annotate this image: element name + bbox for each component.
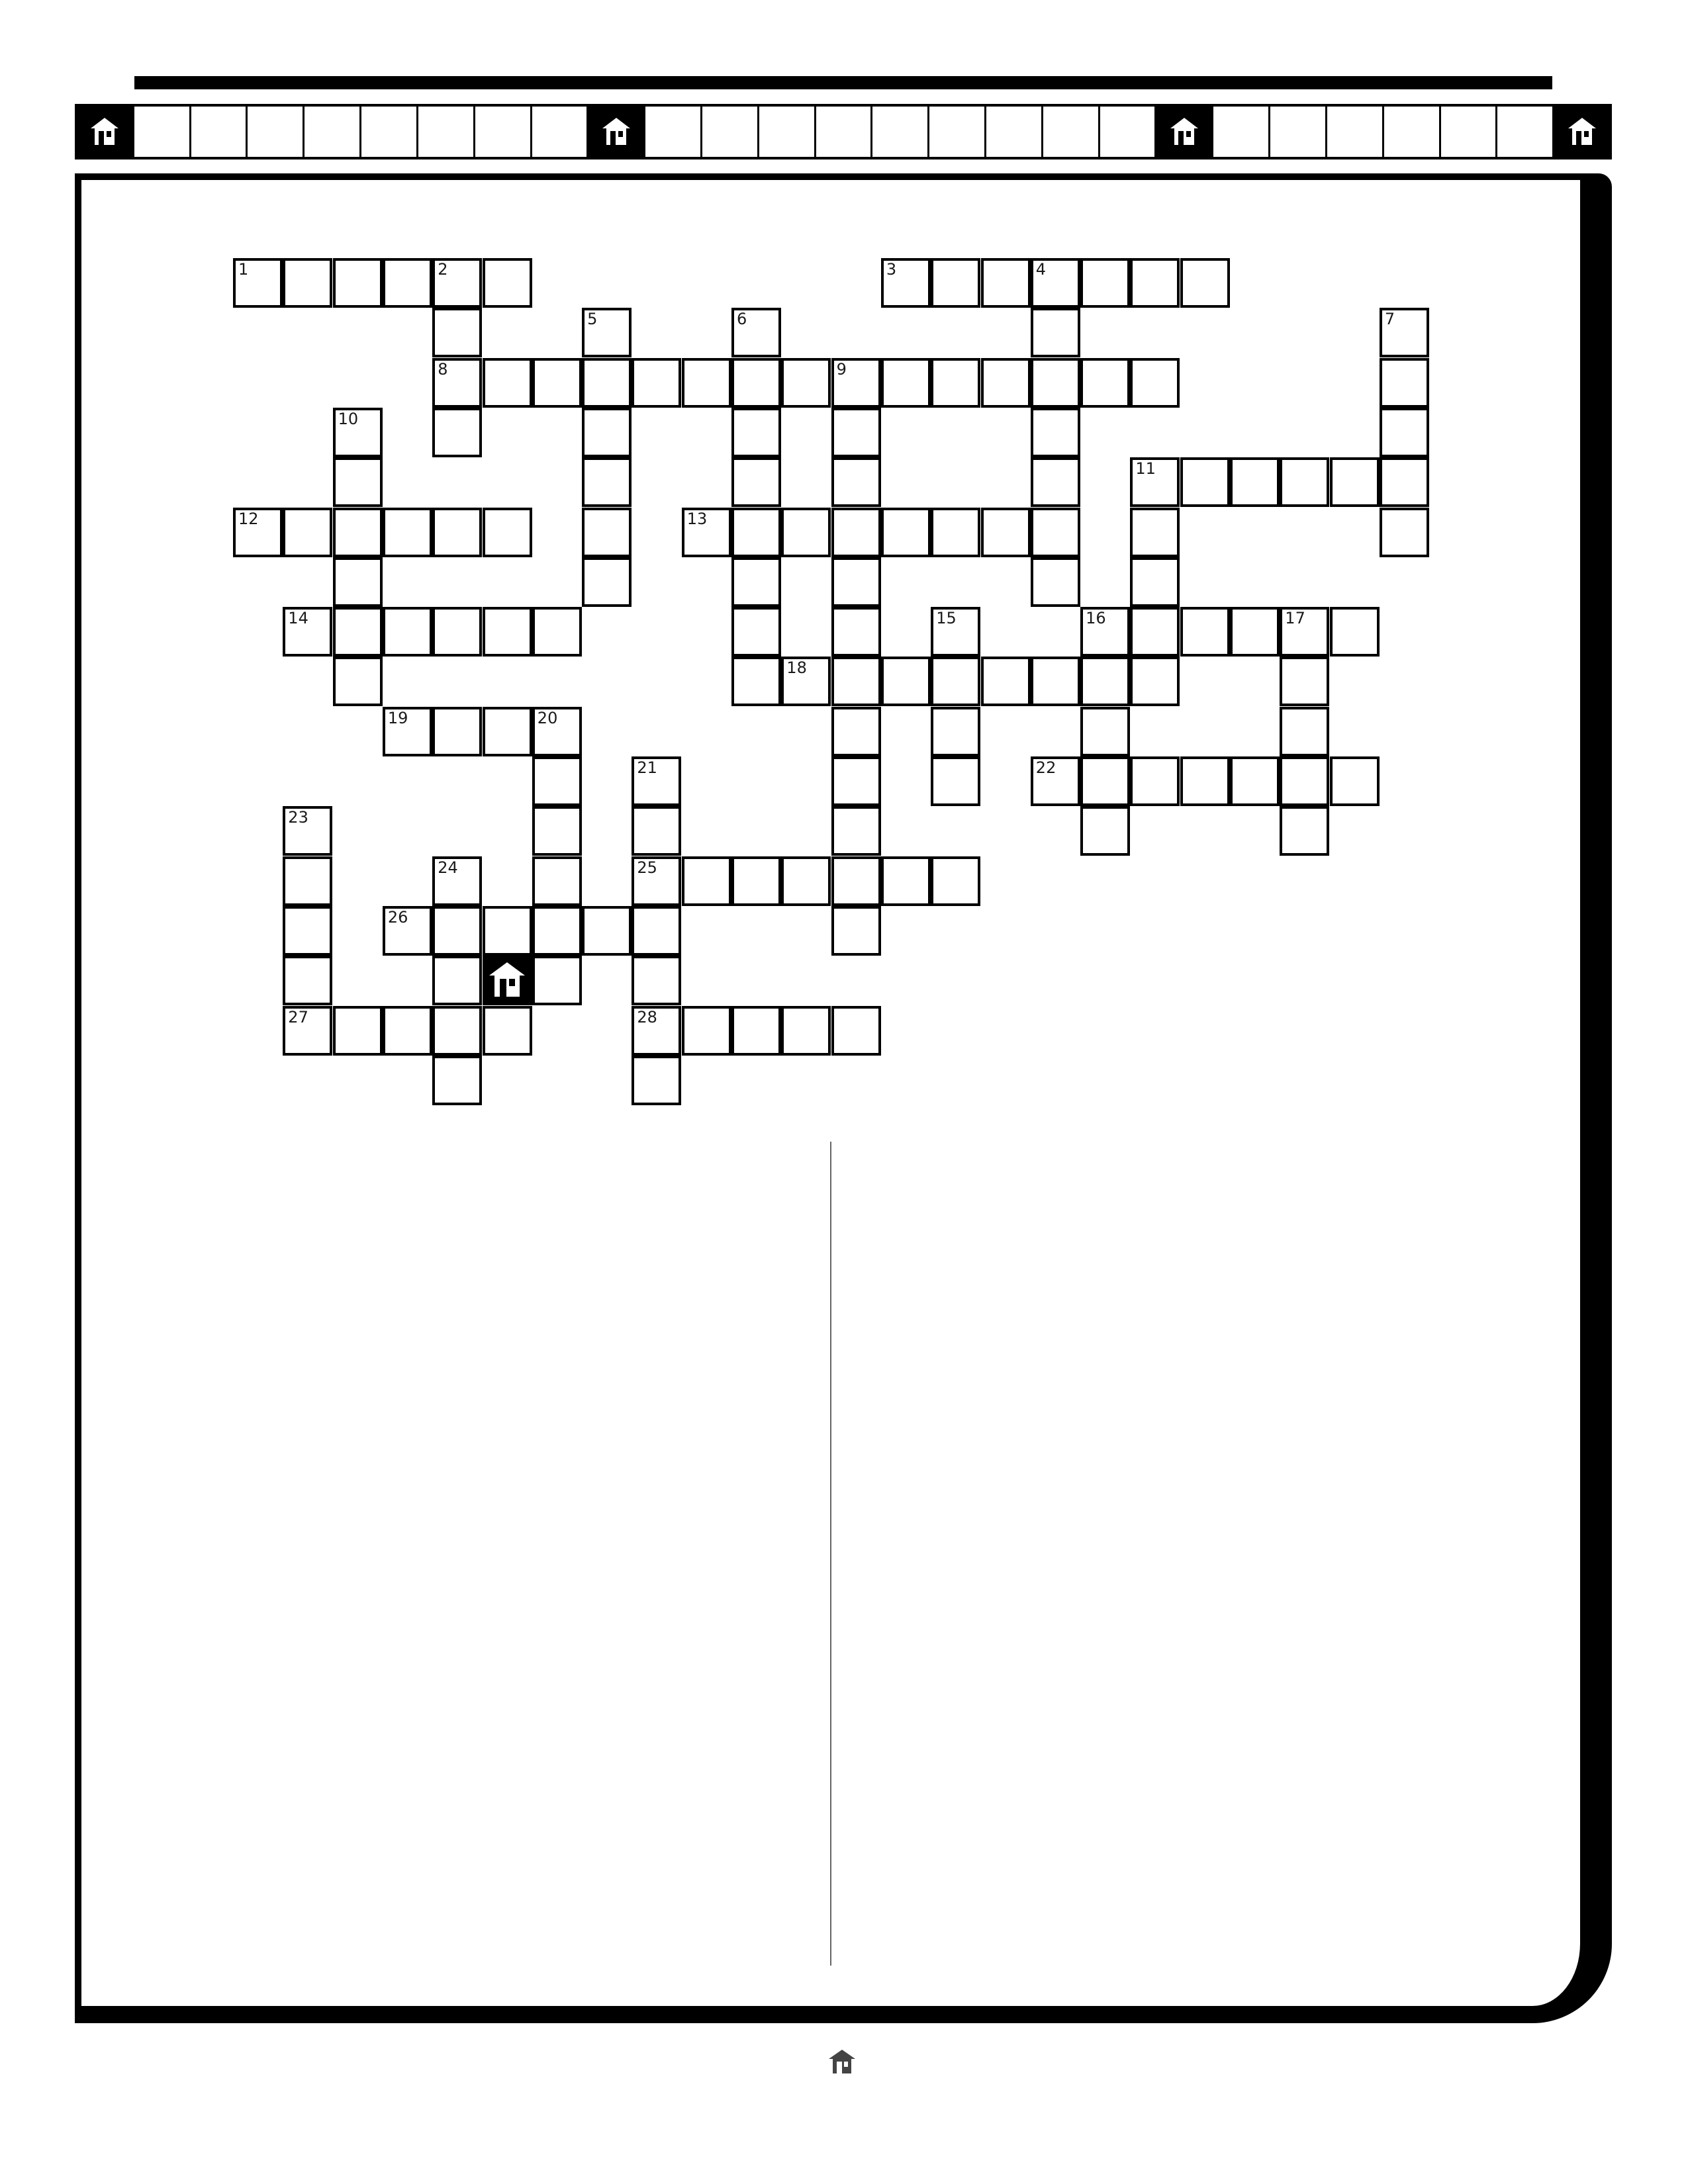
grid-cell[interactable] bbox=[881, 508, 931, 557]
grid-cell[interactable] bbox=[831, 508, 881, 557]
grid-cell[interactable] bbox=[1130, 258, 1180, 308]
grid-cell[interactable] bbox=[731, 657, 781, 706]
grid-cell[interactable] bbox=[582, 308, 632, 357]
grid-cell[interactable] bbox=[483, 258, 532, 308]
grid-cell[interactable] bbox=[831, 856, 881, 906]
grid-cell[interactable] bbox=[831, 358, 881, 408]
grid-cell[interactable] bbox=[1080, 806, 1130, 856]
grid-cell[interactable] bbox=[931, 756, 980, 806]
cell-number: 16 bbox=[1086, 609, 1106, 628]
grid-cell[interactable] bbox=[1080, 258, 1130, 308]
grid-cell[interactable] bbox=[1330, 607, 1380, 657]
grid-cell[interactable] bbox=[632, 1006, 681, 1056]
grid-cell[interactable] bbox=[532, 607, 582, 657]
grid-cell[interactable] bbox=[1230, 457, 1280, 507]
grid-cell[interactable] bbox=[731, 607, 781, 657]
cell-number: 17 bbox=[1285, 609, 1305, 628]
grid-cell[interactable] bbox=[532, 856, 582, 906]
grid-cell[interactable] bbox=[1280, 657, 1329, 706]
grid-cell[interactable] bbox=[283, 806, 332, 856]
grid-cell[interactable] bbox=[731, 557, 781, 607]
grid-cell[interactable] bbox=[831, 457, 881, 507]
column-divider bbox=[830, 1142, 831, 1966]
grid-cell[interactable] bbox=[432, 607, 482, 657]
grid-cell[interactable] bbox=[632, 856, 681, 906]
grid-cell[interactable] bbox=[632, 756, 681, 806]
grid-cell[interactable] bbox=[682, 508, 731, 557]
grid-cell[interactable] bbox=[582, 457, 632, 507]
grid-cell[interactable] bbox=[1130, 508, 1180, 557]
grid-cell[interactable] bbox=[1130, 657, 1180, 706]
grid-cell[interactable] bbox=[781, 657, 831, 706]
cell-number: 23 bbox=[288, 808, 308, 827]
grid-cell[interactable] bbox=[432, 358, 482, 408]
grid-cell[interactable] bbox=[931, 358, 980, 408]
grid-cell[interactable] bbox=[632, 806, 681, 856]
grid-cell[interactable] bbox=[333, 1006, 383, 1056]
grid-cell[interactable] bbox=[931, 508, 980, 557]
grid-cell[interactable] bbox=[781, 856, 831, 906]
grid-cell[interactable] bbox=[432, 1056, 482, 1105]
grid-cell[interactable] bbox=[532, 358, 582, 408]
grid-cell[interactable] bbox=[632, 1056, 681, 1105]
grid-cell[interactable] bbox=[483, 607, 532, 657]
grid-cell[interactable] bbox=[981, 508, 1031, 557]
grid-cell[interactable] bbox=[1031, 508, 1080, 557]
grid-cell[interactable] bbox=[831, 657, 881, 706]
grid-cell[interactable] bbox=[1330, 457, 1380, 507]
grid-cell[interactable] bbox=[682, 1006, 731, 1056]
grid-cell[interactable] bbox=[682, 856, 731, 906]
grid-cell[interactable] bbox=[1130, 557, 1180, 607]
cell-number: 28 bbox=[637, 1007, 657, 1026]
grid-cell[interactable] bbox=[483, 1006, 532, 1056]
cell-number: 12 bbox=[238, 509, 259, 528]
grid-cell[interactable] bbox=[1280, 707, 1329, 756]
grid-logo-icon bbox=[483, 956, 532, 1005]
grid-cell[interactable] bbox=[931, 707, 980, 756]
grid-cell[interactable] bbox=[1380, 408, 1429, 457]
grid-cell[interactable] bbox=[432, 408, 482, 457]
grid-cell[interactable] bbox=[432, 906, 482, 956]
grid-cell[interactable] bbox=[283, 607, 332, 657]
grid-cell[interactable] bbox=[632, 956, 681, 1005]
grid-cell[interactable] bbox=[1280, 756, 1329, 806]
grid-cell[interactable] bbox=[333, 557, 383, 607]
grid-cell[interactable] bbox=[881, 856, 931, 906]
grid-cell[interactable] bbox=[582, 508, 632, 557]
grid-cell[interactable] bbox=[383, 607, 432, 657]
grid-cell[interactable] bbox=[483, 508, 532, 557]
cell-number: 13 bbox=[686, 509, 708, 528]
grid-cell[interactable] bbox=[1080, 657, 1130, 706]
grid-cell[interactable] bbox=[1380, 457, 1429, 507]
grid-cell[interactable] bbox=[383, 508, 432, 557]
grid-cell[interactable] bbox=[831, 607, 881, 657]
grid-cell[interactable] bbox=[432, 308, 482, 357]
cell-number: 8 bbox=[438, 359, 448, 379]
grid-cell[interactable] bbox=[582, 358, 632, 408]
grid-cell[interactable] bbox=[1031, 756, 1080, 806]
grid-cell[interactable] bbox=[1080, 358, 1130, 408]
grid-cell[interactable] bbox=[1130, 358, 1180, 408]
grid-cell[interactable] bbox=[731, 457, 781, 507]
grid-cell[interactable] bbox=[881, 657, 931, 706]
grid-cell[interactable] bbox=[1031, 408, 1080, 457]
grid-cell[interactable] bbox=[981, 358, 1031, 408]
grid-cell[interactable] bbox=[831, 756, 881, 806]
grid-cell[interactable] bbox=[1031, 308, 1080, 357]
grid-cell[interactable] bbox=[432, 707, 482, 756]
grid-cell[interactable] bbox=[831, 557, 881, 607]
grid-cell[interactable] bbox=[582, 408, 632, 457]
cell-number: 24 bbox=[438, 858, 458, 877]
cell-number: 27 bbox=[288, 1007, 308, 1026]
grid-cell[interactable] bbox=[532, 956, 582, 1005]
grid-cell[interactable] bbox=[781, 508, 831, 557]
grid-cell[interactable] bbox=[483, 906, 532, 956]
grid-cell[interactable] bbox=[1031, 457, 1080, 507]
grid-cell[interactable] bbox=[632, 906, 681, 956]
grid-cell[interactable] bbox=[1031, 358, 1080, 408]
grid-cell[interactable] bbox=[1380, 358, 1429, 408]
grid-cell[interactable] bbox=[383, 906, 432, 956]
grid-cell[interactable] bbox=[881, 258, 931, 308]
grid-cell[interactable] bbox=[432, 956, 482, 1005]
grid-cell[interactable] bbox=[1230, 756, 1280, 806]
cell-number: 7 bbox=[1384, 310, 1395, 329]
grid-cell[interactable] bbox=[1330, 756, 1380, 806]
grid-cell[interactable] bbox=[731, 508, 781, 557]
grid-cell[interactable] bbox=[1180, 258, 1230, 308]
cell-number: 20 bbox=[537, 708, 558, 727]
grid-cell[interactable] bbox=[333, 408, 383, 457]
grid-cell[interactable] bbox=[283, 956, 332, 1005]
grid-cell[interactable] bbox=[333, 508, 383, 557]
cell-number: 26 bbox=[387, 907, 408, 927]
cell-number: 4 bbox=[1035, 260, 1047, 279]
cell-number: 22 bbox=[1035, 758, 1056, 777]
grid-cell[interactable] bbox=[532, 806, 582, 856]
grid-cell[interactable] bbox=[432, 856, 482, 906]
grid-cell[interactable] bbox=[831, 1006, 881, 1056]
grid-cell[interactable] bbox=[283, 856, 332, 906]
grid-cell[interactable] bbox=[233, 258, 283, 308]
grid-cell[interactable] bbox=[981, 657, 1031, 706]
grid-cell[interactable] bbox=[981, 258, 1031, 308]
grid-cell[interactable] bbox=[483, 358, 532, 408]
cell-number: 1 bbox=[238, 260, 249, 279]
grid-cell[interactable] bbox=[1180, 457, 1230, 507]
cell-number: 11 bbox=[1135, 459, 1156, 478]
grid-cell[interactable] bbox=[931, 607, 980, 657]
grid-cell[interactable] bbox=[1380, 308, 1429, 357]
cell-number: 9 bbox=[836, 359, 847, 379]
grid-cell[interactable] bbox=[931, 856, 980, 906]
grid-cell[interactable] bbox=[781, 1006, 831, 1056]
grid-cell[interactable] bbox=[1031, 557, 1080, 607]
grid-cell[interactable] bbox=[731, 358, 781, 408]
grid-cell[interactable] bbox=[731, 308, 781, 357]
cell-number: 14 bbox=[288, 609, 308, 628]
grid-cell[interactable] bbox=[283, 508, 332, 557]
cell-number: 25 bbox=[637, 858, 657, 877]
grid-cell[interactable] bbox=[1130, 457, 1180, 507]
grid-cell[interactable] bbox=[283, 906, 332, 956]
prestwick-logo-icon bbox=[827, 2046, 857, 2082]
grid-cell[interactable] bbox=[532, 707, 582, 756]
grid-cell[interactable] bbox=[1180, 607, 1230, 657]
grid-cell[interactable] bbox=[432, 508, 482, 557]
grid-cell[interactable] bbox=[333, 258, 383, 308]
grid-cell[interactable] bbox=[831, 806, 881, 856]
grid-cell[interactable] bbox=[483, 707, 532, 756]
cell-number: 15 bbox=[936, 609, 957, 628]
grid-cell[interactable] bbox=[1230, 607, 1280, 657]
grid-cell[interactable] bbox=[1080, 707, 1130, 756]
grid-cell[interactable] bbox=[233, 508, 283, 557]
grid-cell[interactable] bbox=[582, 557, 632, 607]
cell-number: 2 bbox=[438, 260, 448, 279]
grid-cell[interactable] bbox=[333, 457, 383, 507]
grid-cell[interactable] bbox=[383, 707, 432, 756]
grid-cell[interactable] bbox=[1130, 756, 1180, 806]
grid-cell[interactable] bbox=[383, 1006, 432, 1056]
grid-cell[interactable] bbox=[831, 408, 881, 457]
grid-cell[interactable] bbox=[283, 1006, 332, 1056]
grid-cell[interactable] bbox=[682, 358, 731, 408]
grid-cell[interactable] bbox=[1031, 657, 1080, 706]
cell-number: 19 bbox=[387, 708, 408, 727]
grid-cell[interactable] bbox=[731, 1006, 781, 1056]
grid-cell[interactable] bbox=[831, 707, 881, 756]
grid-cell[interactable] bbox=[1380, 508, 1429, 557]
grid-cell[interactable] bbox=[632, 358, 681, 408]
footer-brand bbox=[0, 2044, 1688, 2082]
grid-cell[interactable] bbox=[1280, 806, 1329, 856]
cell-number: 3 bbox=[886, 260, 897, 279]
grid-cell[interactable] bbox=[333, 607, 383, 657]
grid-cell[interactable] bbox=[931, 258, 980, 308]
grid-cell[interactable] bbox=[432, 258, 482, 308]
grid-cell[interactable] bbox=[1031, 258, 1080, 308]
grid-cell[interactable] bbox=[1180, 756, 1230, 806]
cell-number: 5 bbox=[587, 310, 598, 329]
grid-cell[interactable] bbox=[731, 408, 781, 457]
grid-cell[interactable] bbox=[532, 756, 582, 806]
grid-cell[interactable] bbox=[432, 1006, 482, 1056]
grid-cell[interactable] bbox=[731, 856, 781, 906]
grid-cell[interactable] bbox=[582, 906, 632, 956]
grid-cell[interactable] bbox=[1280, 607, 1329, 657]
cell-number: 18 bbox=[786, 659, 807, 678]
grid-cell[interactable] bbox=[831, 906, 881, 956]
grid-cell[interactable] bbox=[881, 358, 931, 408]
cell-number: 10 bbox=[338, 409, 359, 428]
grid-cell[interactable] bbox=[1280, 457, 1329, 507]
grid-cell[interactable] bbox=[532, 906, 582, 956]
grid-cell[interactable] bbox=[383, 258, 432, 308]
cell-number: 6 bbox=[737, 310, 747, 329]
grid-cell[interactable] bbox=[1080, 756, 1130, 806]
cell-number: 21 bbox=[637, 758, 657, 777]
grid-cell[interactable] bbox=[1080, 607, 1130, 657]
grid-cell[interactable] bbox=[1130, 607, 1180, 657]
grid-cell[interactable] bbox=[781, 358, 831, 408]
grid-cell[interactable] bbox=[283, 258, 332, 308]
grid-cell[interactable] bbox=[333, 657, 383, 706]
grid-cell[interactable] bbox=[931, 657, 980, 706]
